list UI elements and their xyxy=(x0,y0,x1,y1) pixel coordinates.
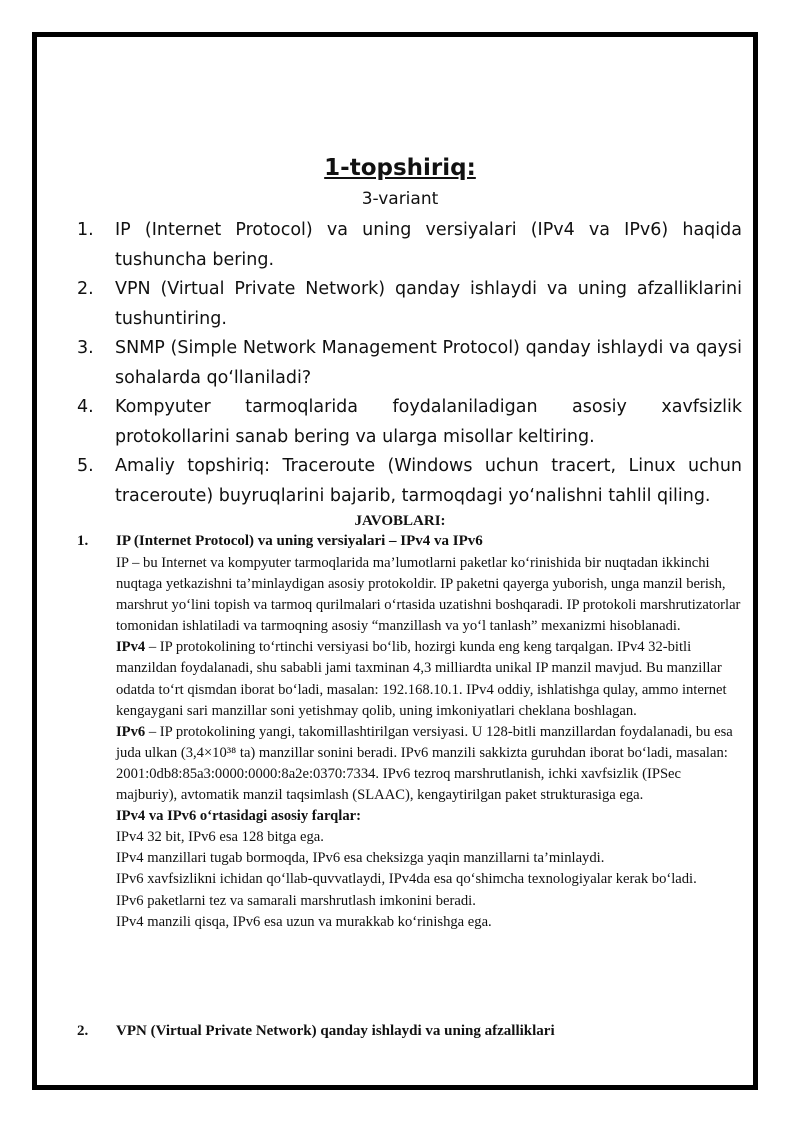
task-text: VPN (Virtual Private Network) qanday ishlaydi va uning afzalliklarini tushuntiring. xyxy=(115,279,742,329)
ipv6-paragraph xyxy=(116,722,742,806)
difference-item: IPv4 32 bit, IPv6 esa 128 bitga ega. xyxy=(116,829,324,846)
difference-item: IPv4 manzillari tugab bormoqda, IPv6 esa cheksizga yaqin manzillarni ta’minlaydi. xyxy=(116,850,605,867)
ipv4-label: IPv4 xyxy=(116,639,146,656)
variant-subtitle: 3-variant xyxy=(361,189,439,209)
ipv6-label: IPv6 xyxy=(116,723,146,740)
differences-heading xyxy=(116,806,742,827)
task-text: Kompyuter tarmoqlarida foydalaniladigan asosiy xavfsizlik protokollarini sanab bering va ularga misollar keltiring. xyxy=(115,397,742,447)
answer-number: 1. xyxy=(77,533,89,549)
ipv4-text: – IP protokolining to‘rtinchi versiyasi bo‘lib, hozirgi kunda eng keng tarqalgan. IPv4 32-bitli manzildan foydalanadi, shu sababli jami taxminan 4,3 milliardta unikal IP manzil mavjud. Bu manzillar odatda to‘rt qismdan iborat bo‘ladi, masalan: 192.168.10.1. IPv4 oddiy, ishlatishga qulay, ammo internet kengaygani sari manzillar soni yetishmay qolib, uning imkoniyatlari cheklana boshlagan. xyxy=(116,639,727,719)
answer-heading: VPN (Virtual Private Network) qanday ishlaydi va uning afzalliklari xyxy=(116,1023,555,1039)
task-number: 5. xyxy=(77,456,94,476)
task-number: 3. xyxy=(77,338,94,358)
difference-item: IPv6 xavfsizlikni ichidan qo‘llab-quvvatlaydi, IPv4da esa qo‘shimcha texnologiyalar kerak bo‘ladi. xyxy=(116,871,697,888)
page-title: 1-topshiriq: xyxy=(324,155,476,181)
answer-body xyxy=(116,553,742,933)
ipv4-paragraph xyxy=(116,637,742,721)
task-text: SNMP (Simple Network Management Protocol) qanday ishlaydi va qaysi sohalarda qo‘llaniladi? xyxy=(115,338,742,388)
difference-item: IPv4 manzili qisqa, IPv6 esa uzun va murakkab ko‘rinishga ega. xyxy=(116,913,492,930)
task-number: 4. xyxy=(77,397,94,417)
answer-number: 2. xyxy=(77,1023,89,1039)
difference-item: IPv6 paketlarni tez va samarali marshrutlash imkonini beradi. xyxy=(116,892,476,909)
ipv6-text: – IP protokolining yangi, takomillashtirilgan versiyasi. U 128-bitli manzillardan foydalanadi, bu esa juda ulkan (3,4×10³⁸ ta) manzillar sonini beradi. IPv6 manzili sakkizta guruhdan iborat bo‘ladi, masalan: 2001:0db8:85a3:0000:0000:8a2e:0370:7334. IPv6 tezroq marshrutlanish, ichki xavfsizlik (IPSec majburiy), avtomatik manzil taqsimlash (SLAAC), kengaytirilgan paket strukturasiga ega. xyxy=(116,723,733,804)
answers-heading: JAVOBLARI: xyxy=(354,513,446,529)
ip-paragraph: IP – bu Internet va kompyuter tarmoqlarida ma’lumotlarni paketlar ko‘rinishida bir nuqtadan ikkinchi nuqtaga yetkazishni ta’minlaydigan asosiy protokoldir. IP paketni qayerga yuborish, unga manzil berish, marshrut yo‘lini topish va tarmoq qurilmalari o‘rtasida uzatishni boshqaradi. IP protokoli marshrutizatorlar tomonidan ishlatiladi va tarmoqning asosiy “manzillash va yo‘l tanlash” mexanizmi hisoblanadi. xyxy=(116,555,741,635)
task-number: 1. xyxy=(77,220,94,240)
answer-heading: IP (Internet Protocol) va uning versiyalari – IPv4 va IPv6 xyxy=(116,533,483,549)
task-number: 2. xyxy=(77,279,94,299)
differences-heading-text: IPv4 va IPv6 o‘rtasidagi asosiy farqlar: xyxy=(116,808,361,825)
task-text: IP (Internet Protocol) va uning versiyalari (IPv4 va IPv6) haqida tushuncha bering. xyxy=(115,220,742,270)
task-text: Amaliy topshiriq: Traceroute (Windows uchun tracert, Linux uchun traceroute) buyruqlarini bajarib, tarmoqdagi yo‘nalishni tahlil qiling. xyxy=(115,456,742,506)
